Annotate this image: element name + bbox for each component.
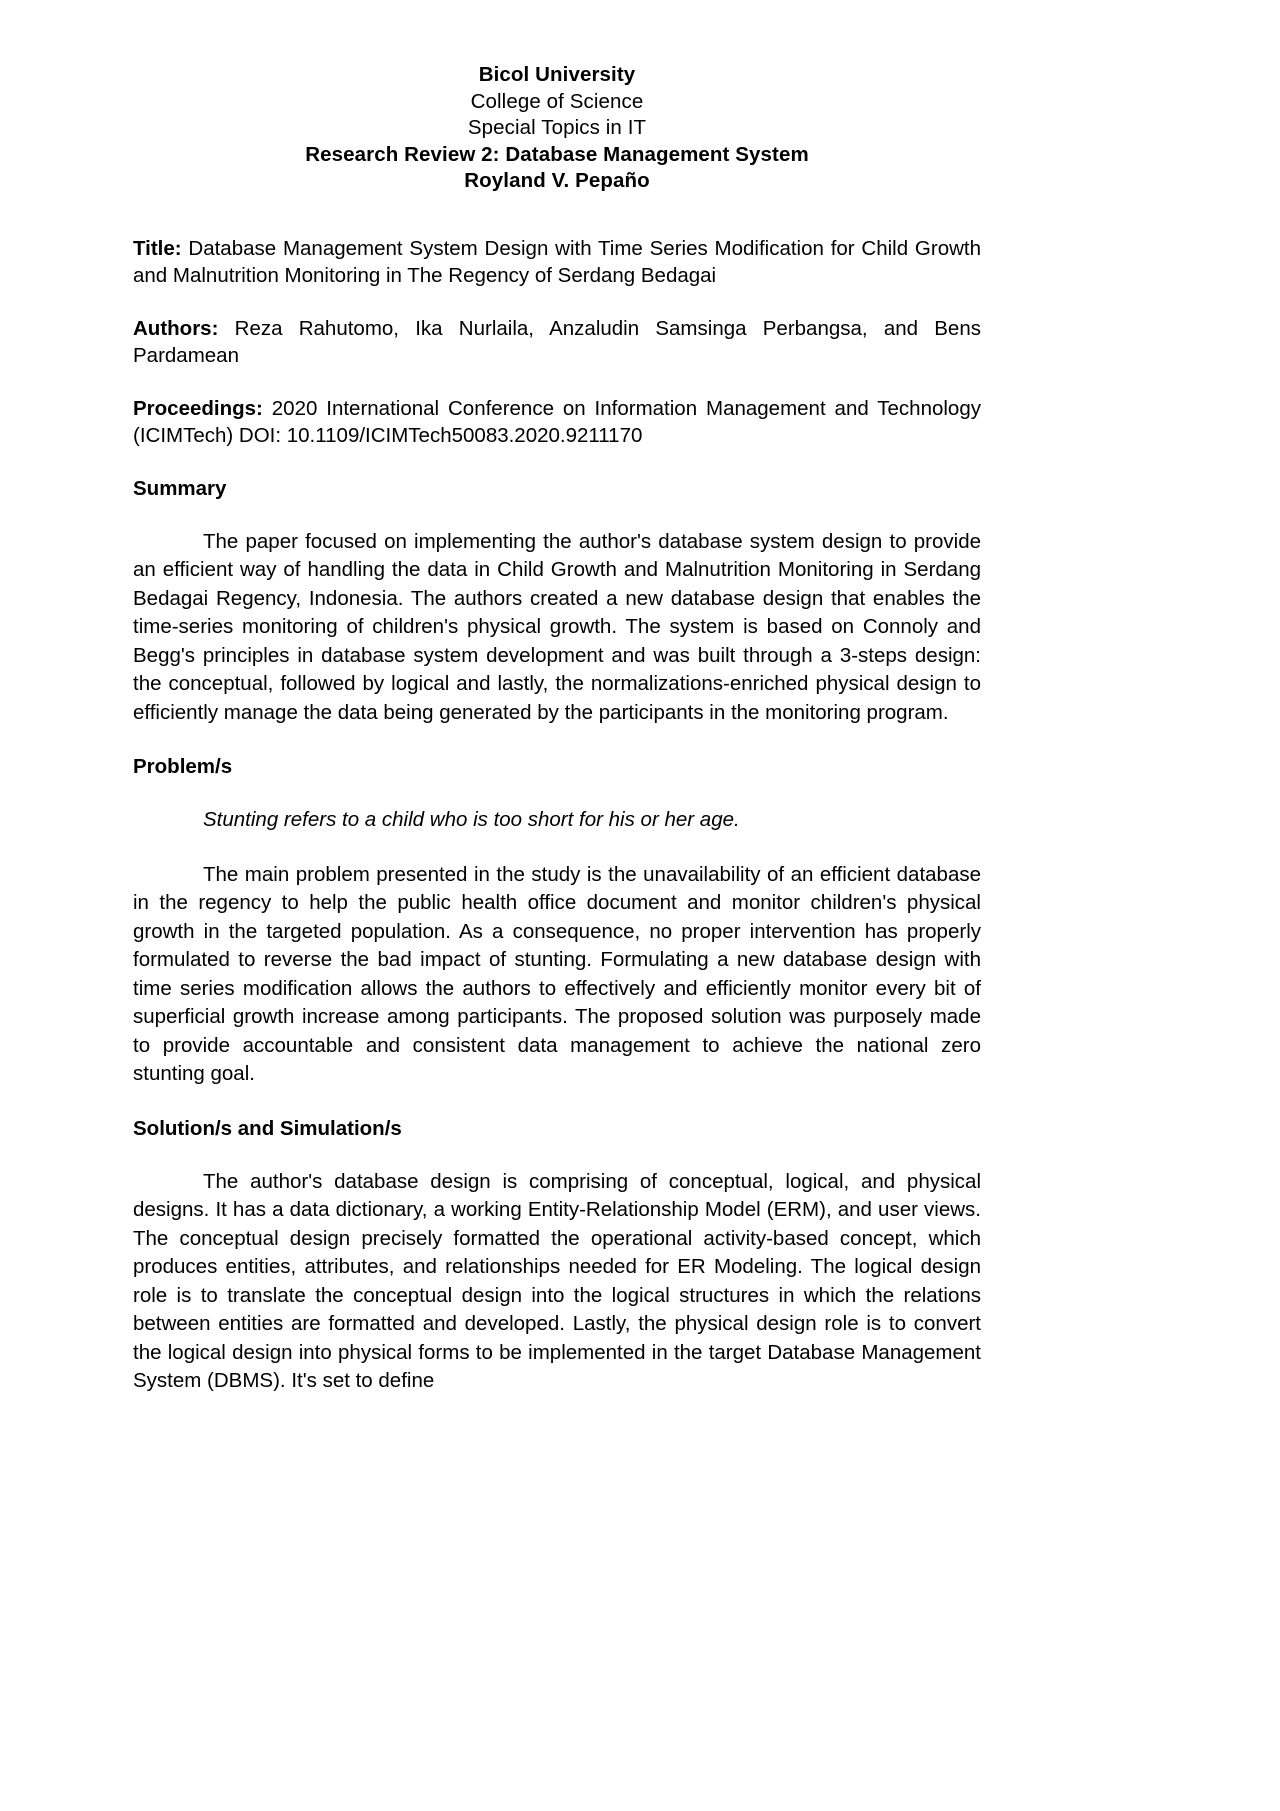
section-quote-problems: Stunting refers to a child who is too short for his or her age. (203, 808, 740, 832)
section-paragraph-summary: The paper focused on implementing the author's database system design to provide an efficient way of handling the data in Child Growth and Malnutrition Monitoring in Serdang Bedagai Regency, Indonesia. The authors created a new database design that enables the time-series monitoring of children's physical growth. The system is based on Connoly and Begg's principles in database system development and was built through a 3-steps design: the conceptual, followed by logical and lastly, the normalizations-enriched physical design to efficiently manage the data being generated by the participants in the monitoring program. (133, 529, 981, 724)
header-line-assignment: Research Review 2: Database Management System (305, 142, 809, 166)
section-paragraph-problems: The main problem presented in the study is the unavailability of an efficient database in the regency to help the public health office document and monitor children's physical growth in the targeted population. As a consequence, no proper intervention has properly formulated to reverse the bad impact of stunting. Formulating a new database design with time series modification allows the authors to effectively and efficiently monitor every bit of superficial growth increase among participants. The proposed solution was purposely made to provide accountable and consistent data management to achieve the national zero stunting goal. (133, 862, 981, 1086)
paper-authors-label: Authors: (133, 316, 219, 340)
header-line-author: Royland V. Pepaño (464, 169, 650, 193)
paper-proceedings-value: 2020 International Conference on Information Management and Technology (ICIMTech) DOI: 10.1109/ICIMTech50083.2020.9211170 (133, 396, 981, 447)
paper-title-block (133, 235, 981, 289)
paper-authors-value: Reza Rahutomo, Ika Nurlaila, Anzaludin Samsinga Perbangsa, and Bens Pardamean (133, 316, 981, 367)
paper-proceedings-block (133, 395, 981, 449)
paper-authors-block (133, 315, 981, 369)
paper-title-label: Title: (133, 236, 182, 260)
paper-proceedings-label: Proceedings: (133, 396, 263, 420)
header-line-college: College of Science (470, 89, 644, 113)
section-paragraph-solutions: The author's database design is comprising of conceptual, logical, and physical designs. It has a data dictionary, a working Entity-Relationship Model (ERM), and user views. The conceptual design precisely formatted the operational activity-based concept, which produces entities, attributes, and relationships needed for ER Modeling. The logical design role is to translate the conceptual design into the logical structures in which the relations between entities are formatted and developed. Lastly, the physical design role is to convert the logical design into physical forms to be implemented in the target Database Management System (DBMS). It's set to define (133, 1169, 981, 1393)
document-header (133, 62, 981, 195)
header-line-course: Special Topics in IT (467, 116, 647, 140)
section-heading-summary: Summary (133, 476, 227, 500)
section-heading-solutions: Solution/s and Simulation/s (133, 1116, 402, 1140)
paper-title-value: Database Management System Design with Time Series Modification for Child Growth and Malnutrition Monitoring in The Regency of Serdang Bedagai (133, 236, 981, 287)
header-line-university: Bicol University (478, 63, 636, 86)
document-content (133, 62, 981, 1396)
section-heading-problems: Problem/s (133, 755, 233, 779)
